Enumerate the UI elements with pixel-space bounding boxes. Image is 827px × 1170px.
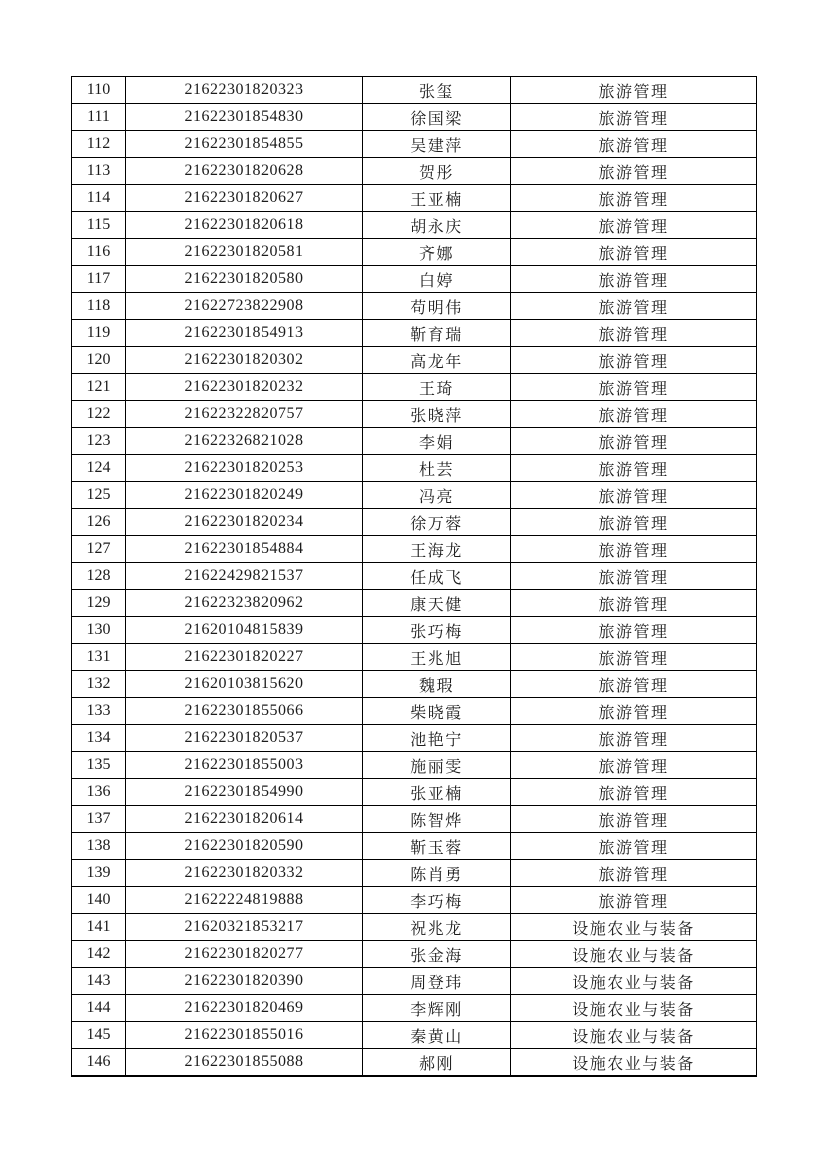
row-number-cell: 113 [72, 158, 126, 185]
student-id-cell: 21622301855016 [126, 1022, 363, 1049]
table-row [72, 158, 757, 185]
student-id-cell: 21622301854855 [126, 131, 363, 158]
student-name-cell: 柴晓霞 [363, 698, 511, 725]
row-number-cell: 135 [72, 752, 126, 779]
row-number-cell: 144 [72, 995, 126, 1022]
table-row [72, 212, 757, 239]
student-name-cell: 陈肖勇 [363, 860, 511, 887]
major-cell: 设施农业与装备 [511, 1049, 757, 1077]
table-row [72, 779, 757, 806]
student-id-cell: 21622301820332 [126, 860, 363, 887]
table-row [72, 644, 757, 671]
table-row [72, 698, 757, 725]
table-row [72, 806, 757, 833]
student-name-cell: 任成飞 [363, 563, 511, 590]
table-row [72, 995, 757, 1022]
table-row [72, 1022, 757, 1049]
major-cell: 旅游管理 [511, 563, 757, 590]
table-row [72, 590, 757, 617]
student-id-cell: 21622301820614 [126, 806, 363, 833]
student-id-cell: 21622301820581 [126, 239, 363, 266]
table-row [72, 941, 757, 968]
row-number-cell: 133 [72, 698, 126, 725]
student-name-cell: 张晓萍 [363, 401, 511, 428]
student-id-cell: 21622301820234 [126, 509, 363, 536]
row-number-cell: 129 [72, 590, 126, 617]
table-row [72, 77, 757, 104]
student-id-cell: 21622301855088 [126, 1049, 363, 1077]
row-number-cell: 141 [72, 914, 126, 941]
student-id-cell: 21622301820277 [126, 941, 363, 968]
student-id-cell: 21622301820390 [126, 968, 363, 995]
student-name-cell: 张玺 [363, 77, 511, 104]
major-cell: 旅游管理 [511, 374, 757, 401]
major-cell: 旅游管理 [511, 401, 757, 428]
major-cell: 旅游管理 [511, 212, 757, 239]
student-name-cell: 陈智烨 [363, 806, 511, 833]
student-name-cell: 李巧梅 [363, 887, 511, 914]
student-name-cell: 王海龙 [363, 536, 511, 563]
row-number-cell: 110 [72, 77, 126, 104]
major-cell: 旅游管理 [511, 752, 757, 779]
row-number-cell: 142 [72, 941, 126, 968]
major-cell: 旅游管理 [511, 266, 757, 293]
student-name-cell: 杜芸 [363, 455, 511, 482]
major-cell: 旅游管理 [511, 77, 757, 104]
table-row [72, 968, 757, 995]
row-number-cell: 117 [72, 266, 126, 293]
major-cell: 旅游管理 [511, 698, 757, 725]
student-id-cell: 21622301820590 [126, 833, 363, 860]
student-id-cell: 21622326821028 [126, 428, 363, 455]
student-id-cell: 21622301820232 [126, 374, 363, 401]
row-number-cell: 120 [72, 347, 126, 374]
table-row [72, 347, 757, 374]
student-name-cell: 高龙年 [363, 347, 511, 374]
table-row [72, 671, 757, 698]
student-name-cell: 周登玮 [363, 968, 511, 995]
student-id-cell: 21622301820628 [126, 158, 363, 185]
student-id-cell: 21622301855003 [126, 752, 363, 779]
table-row [72, 563, 757, 590]
student-id-cell: 21622301820627 [126, 185, 363, 212]
student-name-cell: 魏瑕 [363, 671, 511, 698]
student-id-cell: 21622301820323 [126, 77, 363, 104]
major-cell: 旅游管理 [511, 482, 757, 509]
student-name-cell: 徐国梁 [363, 104, 511, 131]
major-cell: 旅游管理 [511, 455, 757, 482]
student-name-cell: 贺彤 [363, 158, 511, 185]
row-number-cell: 119 [72, 320, 126, 347]
row-number-cell: 138 [72, 833, 126, 860]
table-row [72, 266, 757, 293]
student-id-cell: 21622301820227 [126, 644, 363, 671]
table-row [72, 860, 757, 887]
student-name-cell: 张亚楠 [363, 779, 511, 806]
student-id-cell: 21622322820757 [126, 401, 363, 428]
student-id-cell: 21622301820249 [126, 482, 363, 509]
table-row [72, 509, 757, 536]
student-id-cell: 21620103815620 [126, 671, 363, 698]
student-id-cell: 21622323820962 [126, 590, 363, 617]
major-cell: 设施农业与装备 [511, 995, 757, 1022]
row-number-cell: 131 [72, 644, 126, 671]
student-id-cell: 21622301820469 [126, 995, 363, 1022]
student-name-cell: 施丽雯 [363, 752, 511, 779]
student-name-cell: 齐娜 [363, 239, 511, 266]
student-id-cell: 21622224819888 [126, 887, 363, 914]
row-number-cell: 139 [72, 860, 126, 887]
roster-body [72, 77, 757, 1077]
table-row [72, 725, 757, 752]
table-row [72, 239, 757, 266]
major-cell: 旅游管理 [511, 644, 757, 671]
major-cell: 旅游管理 [511, 617, 757, 644]
row-number-cell: 111 [72, 104, 126, 131]
student-name-cell: 祝兆龙 [363, 914, 511, 941]
major-cell: 旅游管理 [511, 590, 757, 617]
student-id-cell: 21622429821537 [126, 563, 363, 590]
table-row [72, 320, 757, 347]
major-cell: 旅游管理 [511, 725, 757, 752]
student-id-cell: 21622301820302 [126, 347, 363, 374]
row-number-cell: 127 [72, 536, 126, 563]
major-cell: 旅游管理 [511, 833, 757, 860]
major-cell: 旅游管理 [511, 779, 757, 806]
table-row [72, 1049, 757, 1077]
major-cell: 旅游管理 [511, 131, 757, 158]
student-name-cell: 王琦 [363, 374, 511, 401]
student-id-cell: 21622723822908 [126, 293, 363, 320]
row-number-cell: 123 [72, 428, 126, 455]
row-number-cell: 140 [72, 887, 126, 914]
student-id-cell: 21622301854913 [126, 320, 363, 347]
major-cell: 旅游管理 [511, 509, 757, 536]
row-number-cell: 132 [72, 671, 126, 698]
table-row [72, 833, 757, 860]
table-row [72, 293, 757, 320]
table-row [72, 914, 757, 941]
row-number-cell: 130 [72, 617, 126, 644]
student-name-cell: 李娟 [363, 428, 511, 455]
table-row [72, 482, 757, 509]
row-number-cell: 124 [72, 455, 126, 482]
student-name-cell: 秦黄山 [363, 1022, 511, 1049]
student-id-cell: 21622301854990 [126, 779, 363, 806]
table-row [72, 374, 757, 401]
row-number-cell: 137 [72, 806, 126, 833]
student-name-cell: 郝刚 [363, 1049, 511, 1077]
major-cell: 旅游管理 [511, 158, 757, 185]
student-id-cell: 21622301820618 [126, 212, 363, 239]
row-number-cell: 134 [72, 725, 126, 752]
row-number-cell: 145 [72, 1022, 126, 1049]
major-cell: 旅游管理 [511, 887, 757, 914]
student-name-cell: 康天健 [363, 590, 511, 617]
major-cell: 旅游管理 [511, 347, 757, 374]
student-name-cell: 冯亮 [363, 482, 511, 509]
student-name-cell: 池艳宁 [363, 725, 511, 752]
student-id-cell: 21622301820253 [126, 455, 363, 482]
row-number-cell: 136 [72, 779, 126, 806]
table-row [72, 536, 757, 563]
row-number-cell: 112 [72, 131, 126, 158]
student-name-cell: 张金海 [363, 941, 511, 968]
row-number-cell: 116 [72, 239, 126, 266]
row-number-cell: 146 [72, 1049, 126, 1077]
student-name-cell: 吴建萍 [363, 131, 511, 158]
table-row [72, 617, 757, 644]
student-name-cell: 靳玉蓉 [363, 833, 511, 860]
row-number-cell: 114 [72, 185, 126, 212]
major-cell: 旅游管理 [511, 806, 757, 833]
major-cell: 旅游管理 [511, 860, 757, 887]
table-row [72, 131, 757, 158]
student-name-cell: 王兆旭 [363, 644, 511, 671]
student-id-cell: 21620321853217 [126, 914, 363, 941]
student-id-cell: 21622301820537 [126, 725, 363, 752]
row-number-cell: 143 [72, 968, 126, 995]
student-name-cell: 胡永庆 [363, 212, 511, 239]
table-row [72, 104, 757, 131]
major-cell: 设施农业与装备 [511, 968, 757, 995]
major-cell: 旅游管理 [511, 671, 757, 698]
student-id-cell: 21622301855066 [126, 698, 363, 725]
row-number-cell: 128 [72, 563, 126, 590]
student-id-cell: 21622301820580 [126, 266, 363, 293]
row-number-cell: 126 [72, 509, 126, 536]
major-cell: 旅游管理 [511, 536, 757, 563]
student-name-cell: 张巧梅 [363, 617, 511, 644]
major-cell: 设施农业与装备 [511, 1022, 757, 1049]
table-row [72, 428, 757, 455]
major-cell: 旅游管理 [511, 320, 757, 347]
student-name-cell: 李辉刚 [363, 995, 511, 1022]
student-id-cell: 21622301854830 [126, 104, 363, 131]
student-name-cell: 白婷 [363, 266, 511, 293]
student-name-cell: 王亚楠 [363, 185, 511, 212]
major-cell: 设施农业与装备 [511, 941, 757, 968]
row-number-cell: 122 [72, 401, 126, 428]
student-id-cell: 21622301854884 [126, 536, 363, 563]
table-row [72, 887, 757, 914]
major-cell: 旅游管理 [511, 428, 757, 455]
major-cell: 旅游管理 [511, 185, 757, 212]
row-number-cell: 125 [72, 482, 126, 509]
student-name-cell: 徐万蓉 [363, 509, 511, 536]
student-name-cell: 苟明伟 [363, 293, 511, 320]
table-row [72, 455, 757, 482]
major-cell: 设施农业与装备 [511, 914, 757, 941]
student-id-cell: 21620104815839 [126, 617, 363, 644]
table-row [72, 752, 757, 779]
student-roster-table [71, 76, 757, 1077]
row-number-cell: 115 [72, 212, 126, 239]
table-row [72, 185, 757, 212]
row-number-cell: 121 [72, 374, 126, 401]
student-name-cell: 靳育瑞 [363, 320, 511, 347]
major-cell: 旅游管理 [511, 293, 757, 320]
major-cell: 旅游管理 [511, 239, 757, 266]
row-number-cell: 118 [72, 293, 126, 320]
major-cell: 旅游管理 [511, 104, 757, 131]
table-row [72, 401, 757, 428]
